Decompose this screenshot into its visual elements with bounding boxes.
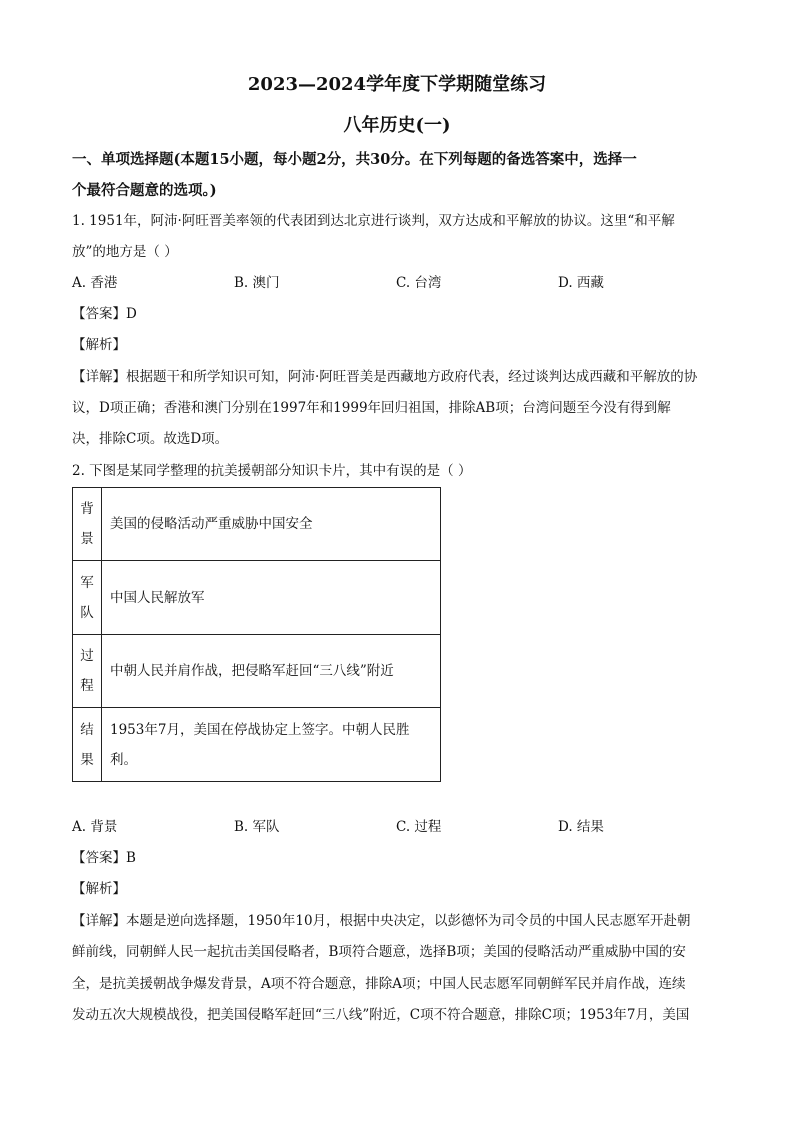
q2-detail-line2: 鲜前线，同朝鲜人民一起抗击美国侵略者，B项符合题意，选择B项；美国的侵略活动严重威胁中国的安 (72, 944, 686, 960)
q1-detail-line2: 议，D项正确；香港和澳门分别在1997年和1999年回归祖国，排除AB项；台湾问题至今没有得到解 (72, 400, 671, 416)
row-value: 1953年7月，美国在停战协定上签字。中朝人民胜 利。 (102, 708, 441, 782)
q1-option-b: B. 澳门 (234, 275, 280, 291)
q1-option-d: D. 西藏 (558, 275, 604, 291)
q1-analysis-label: 【解析】 (72, 337, 126, 353)
row-key: 军 队 (73, 561, 102, 635)
q2-option-d: D. 结果 (558, 819, 604, 835)
row-key: 过 程 (73, 635, 102, 708)
knowledge-card-table (72, 487, 441, 782)
q2-analysis-label: 【解析】 (72, 881, 126, 897)
q2-detail-line3: 全，是抗美援朝战争爆发背景，A项不符合题意，排除A项；中国人民志愿军同朝鲜军民并肩作战，连续 (72, 976, 686, 992)
table-row (73, 561, 441, 635)
section-heading-line1: 一、单项选择题(本题15小题，每小题2分，共30分。在下列每题的备选答案中，选择一 (72, 151, 637, 168)
q2-answer: 【答案】B (72, 850, 136, 866)
q2-detail-line4: 发动五次大规模战役，把美国侵略军赶回“三八线”附近，C项不符合题意，排除C项；1953年7月，美国 (72, 1007, 690, 1023)
q1-answer: 【答案】D (72, 306, 137, 322)
table-row (73, 708, 441, 782)
row-key: 结 果 (73, 708, 102, 782)
row-value: 美国的侵略活动严重威胁中国安全 (102, 488, 441, 561)
q1-options (72, 268, 722, 299)
q1-detail-line1: 【详解】根据题干和所学知识可知，阿沛·阿旺晋美是西藏地方政府代表，经过谈判达成西藏和平解放的协 (72, 369, 698, 385)
q2-detail-line1: 【详解】本题是逆向选择题，1950年10月，根据中央决定，以彭德怀为司令员的中国人民志愿军开赴朝 (72, 913, 691, 929)
q2-stem: 2. 下图是某同学整理的抗美援朝部分知识卡片，其中有误的是（ ） (72, 463, 472, 479)
q2-option-c: C. 过程 (396, 819, 442, 835)
q2-option-b: B. 军队 (234, 819, 280, 835)
exam-title: 2023—2024学年度下学期随堂练习 (247, 74, 547, 95)
table-row (73, 635, 441, 708)
row-value: 中朝人民并肩作战，把侵略军赶回“三八线”附近 (102, 635, 441, 708)
q1-stem-line2: 放”的地方是（ ） (72, 244, 178, 260)
q1-option-a: A. 香港 (72, 275, 118, 291)
q1-detail-line3: 决，排除C项。故选D项。 (72, 431, 229, 447)
exam-subtitle: 八年历史(一) (343, 115, 451, 136)
q2-option-a: A. 背景 (72, 819, 118, 835)
section-heading-line2: 个最符合题意的选项。) (72, 182, 217, 199)
row-key: 背 景 (73, 488, 102, 561)
row-value: 中国人民解放军 (102, 561, 441, 635)
q2-options (72, 812, 722, 843)
table-row (73, 488, 441, 561)
q1-option-c: C. 台湾 (396, 275, 442, 291)
q1-stem-line1: 1. 1951年，阿沛·阿旺晋美率领的代表团到达北京进行谈判，双方达成和平解放的协议。这里“和平解 (72, 213, 675, 229)
